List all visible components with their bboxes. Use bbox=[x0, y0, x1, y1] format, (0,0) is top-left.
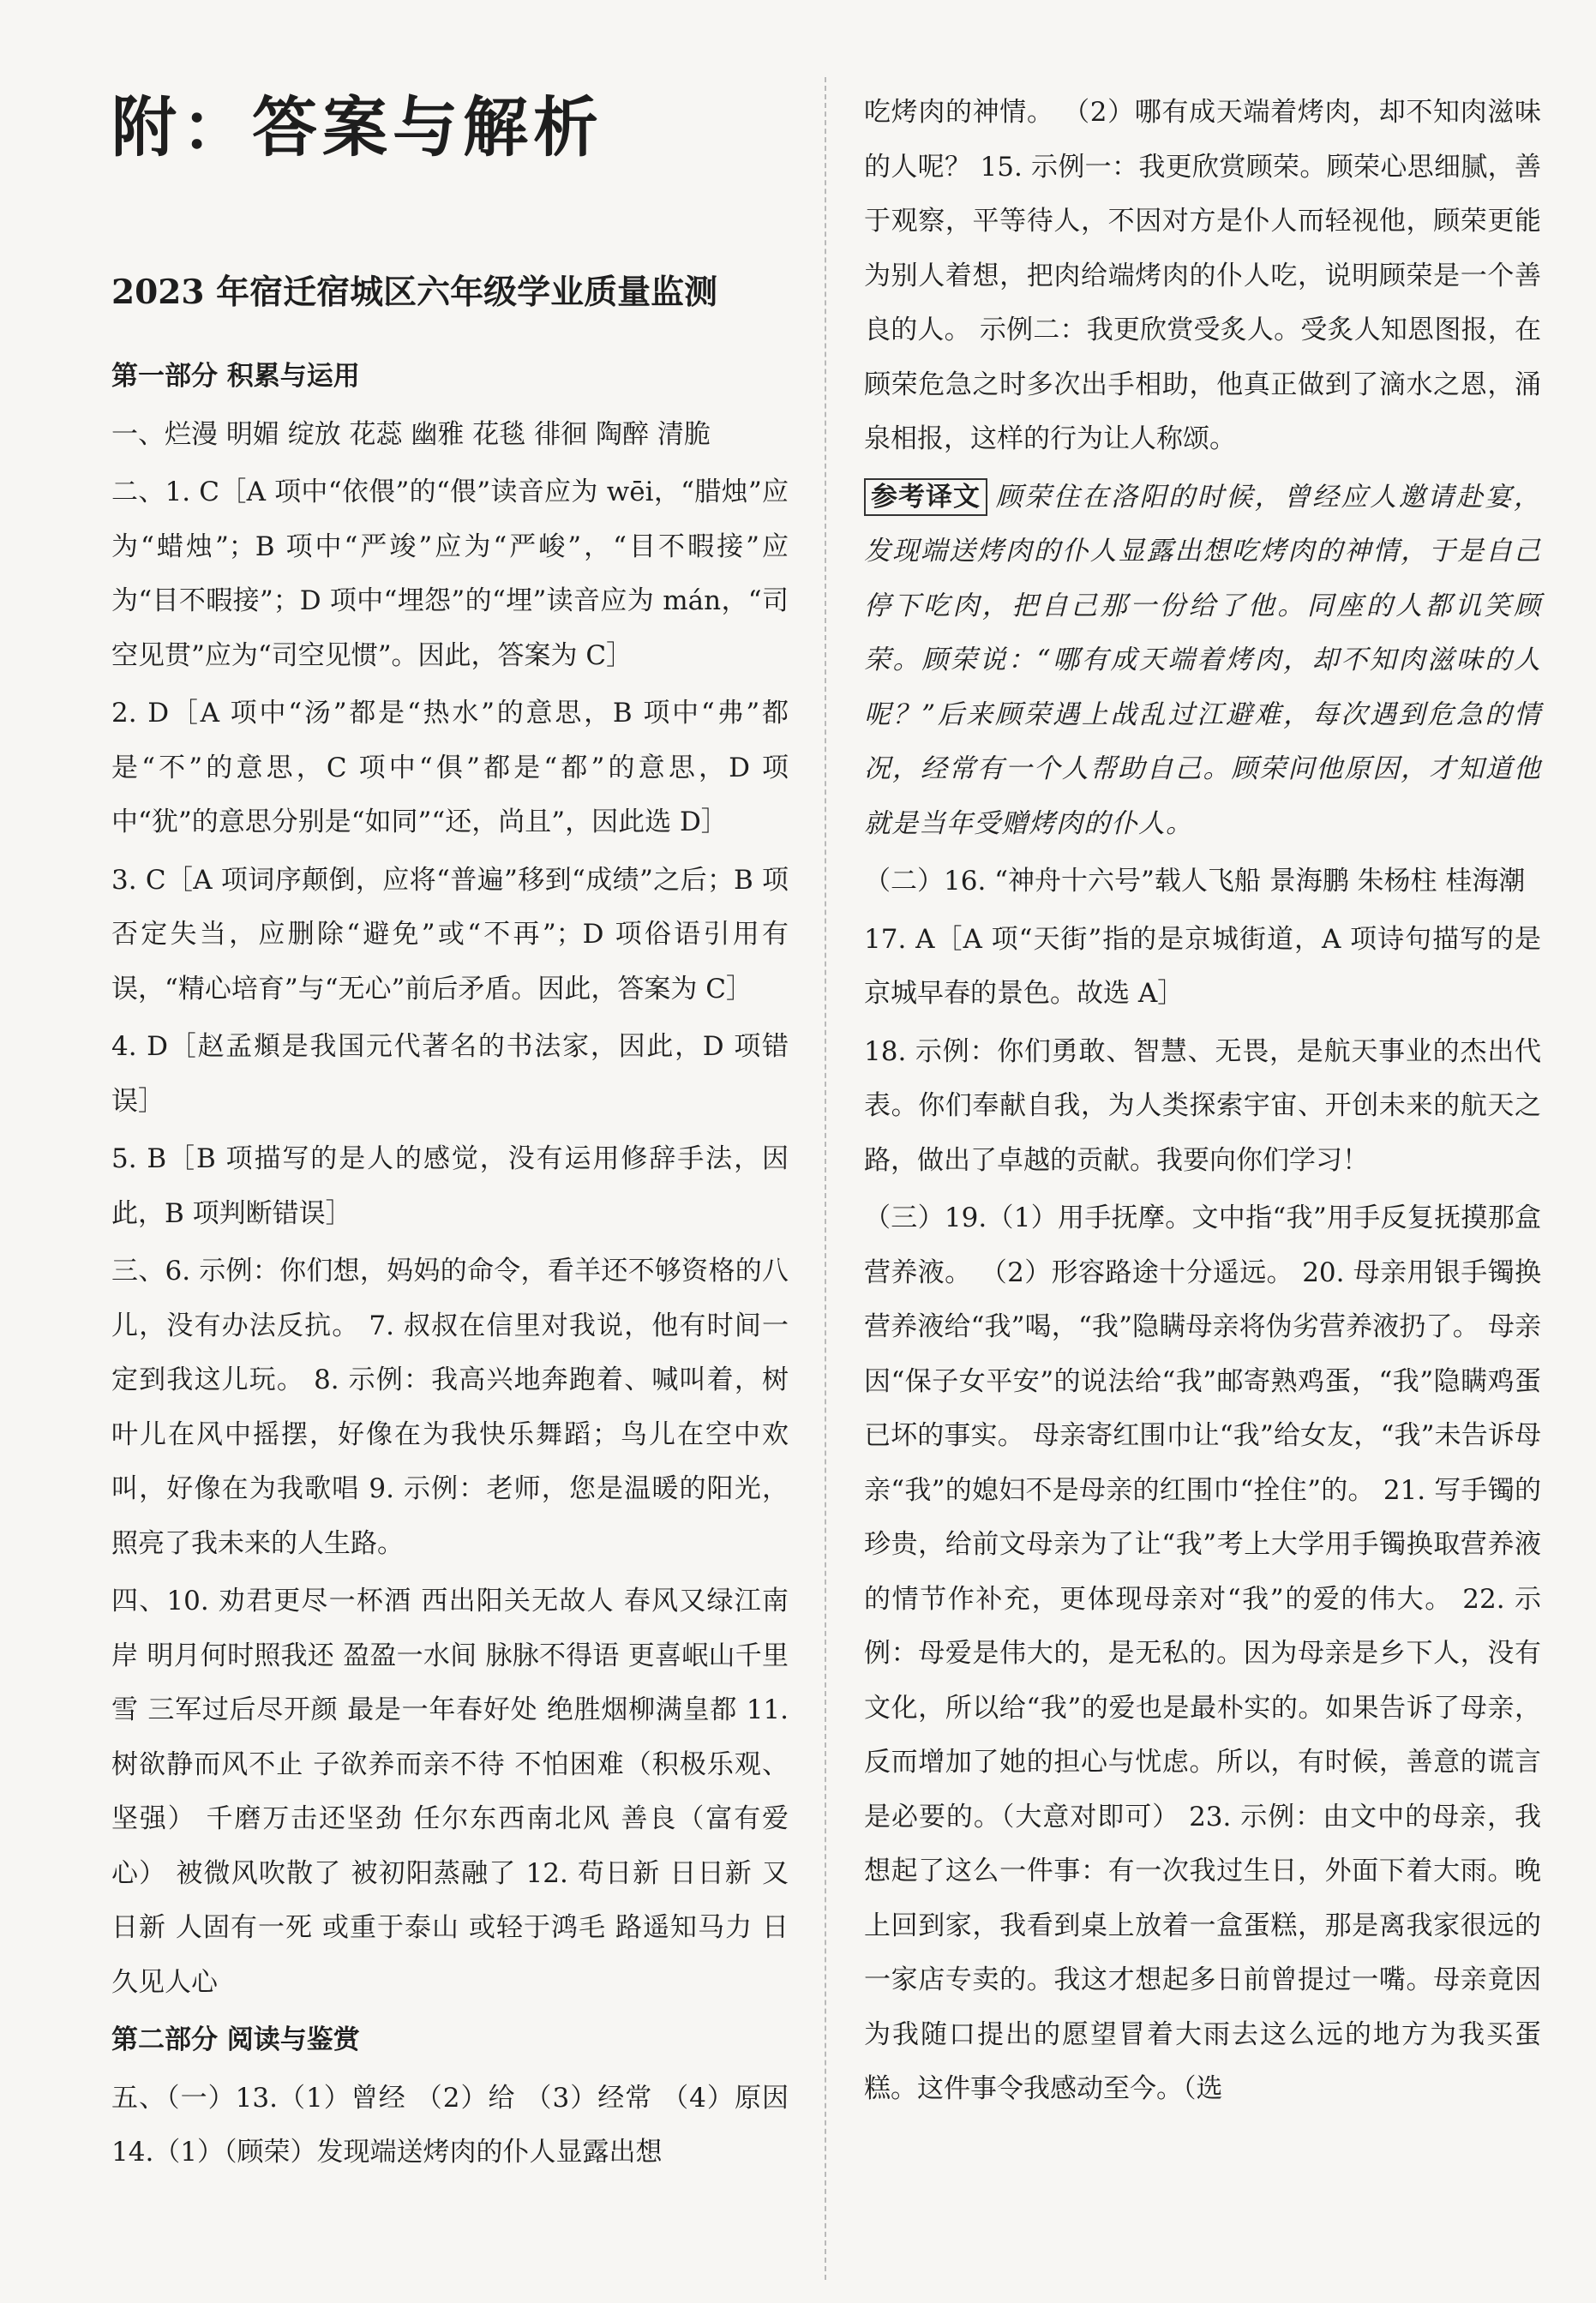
section-heading-part2: 第二部分 阅读与鉴赏 bbox=[111, 2024, 360, 2055]
answer-paragraph: 一、烂漫 明媚 绽放 花蕊 幽雅 花毯 徘徊 陶醉 清脆 bbox=[111, 418, 711, 450]
answer-paragraph: 2. D［A 项中“汤”都是“热水”的意思，B 项中“弗”都是“不”的意思，C 项中“俱”都是“都”的意思，D 项中“犹”的意思分别是“如同”“还，尚且”，因此选 D］ bbox=[111, 698, 789, 837]
reference-translation bbox=[864, 471, 1541, 852]
answer-paragraph: （二）16. “神舟十六号”载人飞船 景海鹏 朱杨柱 桂海潮 bbox=[864, 866, 1526, 897]
column-divider bbox=[825, 77, 826, 2280]
answer-paragraph: 四、10. 劝君更尽一杯酒 西出阳关无故人 春风又绿江南岸 明月何时照我还 盈盈一水间 脉脉不得语 更喜岷山千里雪 三军过后尽开颜 最是一年春好处 绝胜烟柳满皇都 11. 树欲静而风不止 子欲养而亲不待 不怕困难（积极乐观、坚强） 千磨万击还坚劲 任尔东西南北风 善良（富有爱心） 被微风吹散了 被初阳蒸融了 12. 苟日新 日日新 又日新 人固有一死 或重于泰山 或轻于鸿毛 路遥知马力 日久见人心 bbox=[111, 1586, 789, 1998]
answer-paragraph: 4. D［赵孟頫是我国元代著名的书法家，因此，D 项错误］ bbox=[111, 1031, 789, 1117]
answer-paragraph: 18. 示例：你们勇敢、智慧、无畏，是航天事业的杰出代表。你们奉献自我，为人类探索宇宙、开创未来的航天之路，做出了卓越的贡献。我要向你们学习！ bbox=[864, 1035, 1541, 1176]
answer-paragraph: 17. A［A 项“天街”指的是京城街道，A 项诗句描写的是京城早春的景色。故选 A］ bbox=[864, 923, 1541, 1009]
right-column bbox=[864, 86, 1541, 2120]
answer-paragraph: 吃烤肉的神情。 （2）哪有成天端着烤肉，却不知肉滋味的人呢？ 15. 示例一：我更欣赏顾荣。顾荣心思细腻，善于观察，平等待人，不因对方是仆人而轻视他，顾荣更能为别人着想，把肉给端烤肉的仆人吃，说明顾荣是一个善良的人。 示例二：我更欣赏受炙人。受炙人知恩图报，在顾荣危急之时多次出手相助，他真正做到了滴水之恩，涌泉相报，这样的行为让人称颂。 bbox=[864, 97, 1541, 454]
answer-paragraph: 三、6. 示例：你们想，妈妈的命令，看羊还不够资格的八儿，没有办法反抗。 7. 叔叔在信里对我说，他有时间一定到我这儿玩。 8. 示例：我高兴地奔跑着、喊叫着，树叶儿在风中摇摆，好像在为我快乐舞蹈；鸟儿在空中欢叫，好像在为我歌唱 9. 示例：老师，您是温暖的阳光，照亮了我未来的人生路。 bbox=[111, 1256, 789, 1559]
reference-translation-text: 顾荣住在洛阳的时候，曾经应人邀请赴宴，发现端送烤肉的仆人显露出想吃烤肉的神情，于是自己停下吃肉，把自己那一份给了他。同座的人都讥笑顾荣。顾荣说：“哪有成天端着烤肉，却不知肉滋味的人呢？”后来顾荣遇上战乱过江避难，每次遇到危急的情况，经常有一个人帮助自己。顾荣问他原因，才知道他就是当年受赠烤肉的仆人。 bbox=[864, 481, 1541, 839]
exam-title: 2023 年宿迁宿城区六年级学业质量监测 bbox=[111, 273, 718, 312]
answer-paragraph: 五、（一）13.（1）曾经 （2）给 （3）经常 （4）原因 14.（1）（顾荣）发现端送烤肉的仆人显露出想 bbox=[111, 2082, 789, 2168]
answer-paragraph: （三）19.（1）用手抚摩。文中指“我”用手反复抚摸那盒营养液。 （2）形容路途十分遥远。 20. 母亲用银手镯换营养液给“我”喝，“我”隐瞒母亲将伪劣营养液扔了。 母亲因“保子女平安”的说法给“我”邮寄熟鸡蛋，“我”隐瞒鸡蛋已坏的事实。 母亲寄红围巾让“我”给女友，“我”未告诉母亲“我”的媳妇不是母亲的红围巾“拴住”的。 21. 写手镯的珍贵，给前文母亲为了让“我”考上大学用手镯换取营养液的情节作补充，更体现母亲对“我”的爱的伟大。 22. 示例：母爱是伟大的，是无私的。因为母亲是乡下人，没有文化，所以给“我”的爱也是最朴实的。如果告诉了母亲，反而增加了她的担心与忧虑。所以，有时候，善意的谎言是必要的。（大意对即可） 23. 示例：由文中的母亲，我想起了这么一件事：有一次我过生日，外面下着大雨。晚上回到家，我看到桌上放着一盒蛋糕，那是离我家很远的一家店专卖的。我这才想起多日前曾提过一嘴。母亲竟因为我随口提出的愿望冒着大雨去这么远的地方为我买蛋糕。这件事令我感动至今。（选 bbox=[864, 1202, 1541, 2104]
section-heading-part1: 第一部分 积累与运用 bbox=[111, 361, 360, 392]
answer-paragraph: 二、1. C［A 项中“依偎”的“偎”读音应为 wēi，“腊烛”应为“蜡烛”；B 项中“严竣”应为“严峻”，“目不暇接”应为“目不暇接”；D 项中“埋怨”的“埋”读音应为 mán，“司空见贯”应为“司空见惯”。因此，答案为 C］ bbox=[111, 477, 789, 671]
left-column bbox=[111, 350, 789, 2184]
answer-paragraph: 3. C［A 项词序颠倒，应将“普遍”移到“成绩”之后；B 项否定失当，应删除“避免”或“不再”；D 项俗语引用有误，“精心培育”与“无心”前后矛盾。因此，答案为 C］ bbox=[111, 864, 789, 1005]
answer-paragraph: 5. B［B 项描写的是人的感觉，没有运用修辞手法，因此，B 项判断错误］ bbox=[111, 1143, 789, 1229]
page-title: 附：答案与解析 bbox=[111, 89, 603, 165]
reference-translation-label: 参考译文 bbox=[864, 478, 987, 516]
